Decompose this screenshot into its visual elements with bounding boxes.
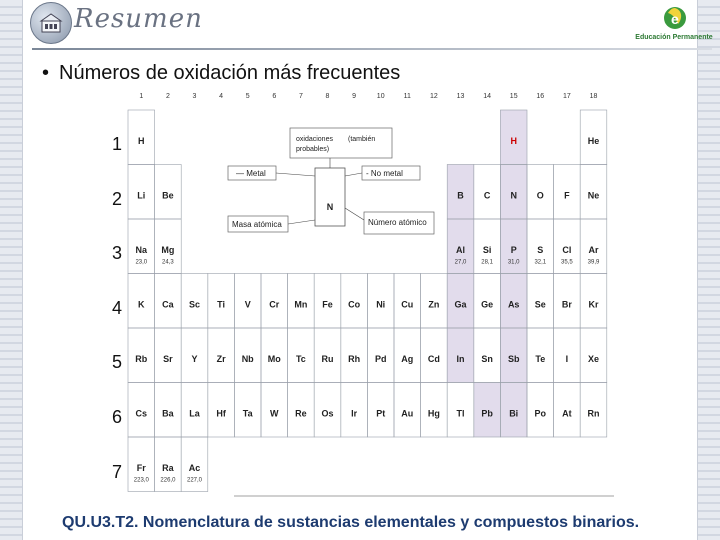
legend-box <box>290 128 392 158</box>
element-symbol: Pb <box>481 408 493 419</box>
element-symbol: Co <box>348 299 361 310</box>
element-symbol: B <box>457 190 464 201</box>
legend-connector <box>276 173 315 176</box>
element-symbol: Si <box>482 244 492 255</box>
element-symbol: Cs <box>135 408 148 419</box>
page-title: Resumen <box>74 4 203 34</box>
left-decorative-bar <box>0 0 23 540</box>
group-number: 17 <box>563 93 571 100</box>
element-symbol: Rh <box>348 353 361 364</box>
element-symbol: Cd <box>427 353 440 364</box>
element-symbol: Ge <box>481 299 494 310</box>
element-symbol: Ra <box>162 462 174 473</box>
legend-metal: — Metal <box>236 169 266 178</box>
element-symbol: S <box>537 244 544 255</box>
period-number: 1 <box>112 134 123 154</box>
period-number: 4 <box>112 298 123 318</box>
element-symbol: Ne <box>587 190 600 201</box>
element-symbol: Ni <box>376 299 386 310</box>
group-number: 15 <box>509 93 518 100</box>
group-number: 16 <box>536 93 545 100</box>
element-symbol: C <box>483 190 491 201</box>
group-number: 18 <box>589 93 598 100</box>
element-symbol: Fe <box>322 299 333 310</box>
svg-text:e: e <box>671 11 679 27</box>
element-symbol: I <box>565 353 569 364</box>
group-number: 9 <box>352 93 357 100</box>
element-mass: 28,1 <box>481 259 493 266</box>
element-symbol: O <box>536 190 544 201</box>
group-number: 13 <box>456 93 465 100</box>
element-mass: 31,0 <box>507 259 520 266</box>
legend-other-2: probables) <box>296 146 330 153</box>
element-symbol: Sn <box>481 353 493 364</box>
element-symbol: Al <box>456 244 465 255</box>
element-symbol: Hg <box>427 408 440 419</box>
element-symbol: Na <box>135 244 148 255</box>
group-number: 1 <box>139 93 144 100</box>
group-number: 14 <box>483 93 491 100</box>
legend-example-symbol: N <box>326 202 334 212</box>
periodic-table <box>100 88 620 500</box>
element-symbol: Os <box>321 408 334 419</box>
element-symbol: Tl <box>456 408 465 419</box>
element-symbol: At <box>562 408 572 419</box>
element-symbol: Ta <box>242 408 253 419</box>
group-number: 2 <box>165 93 170 100</box>
element-symbol: Y <box>191 353 198 364</box>
element-symbol: Bi <box>509 408 519 419</box>
element-symbol: Sr <box>163 353 173 364</box>
element-symbol: Nb <box>241 353 254 364</box>
element-symbol: K <box>138 299 145 310</box>
period-number: 2 <box>112 189 123 209</box>
element-mass: 226,0 <box>160 477 176 484</box>
element-symbol: Hf <box>216 408 226 419</box>
element-symbol: Sb <box>507 353 520 364</box>
element-symbol: Rb <box>135 353 148 364</box>
legend-connector <box>288 220 315 224</box>
element-symbol: Au <box>401 408 414 419</box>
element-symbol: N <box>510 190 517 201</box>
element-symbol: Kr <box>588 299 599 310</box>
element-symbol: Cu <box>401 299 414 310</box>
brand-logo <box>634 4 714 48</box>
element-symbol: Rn <box>587 408 600 419</box>
element-symbol: H <box>510 135 517 146</box>
element-symbol: W <box>270 408 279 419</box>
element-symbol: Pt <box>376 408 386 419</box>
legend-mass: Masa atómica <box>232 220 282 229</box>
element-mass: 35,5 <box>561 259 573 266</box>
element-symbol: Br <box>561 299 572 310</box>
element-symbol: Cl <box>562 244 572 255</box>
element-symbol: Ir <box>351 408 358 419</box>
legend-example-cell <box>315 168 345 226</box>
element-symbol: Fr <box>136 462 146 473</box>
period-number: 3 <box>112 243 123 263</box>
element-symbol: Te <box>535 353 546 364</box>
group-number: 4 <box>219 93 224 100</box>
element-symbol: Cr <box>269 299 280 310</box>
element-symbol: P <box>510 244 517 255</box>
group-number: 5 <box>245 93 250 100</box>
element-mass: 223,0 <box>133 477 149 484</box>
element-symbol: Mo <box>267 353 281 364</box>
element-symbol: Li <box>137 190 146 201</box>
element-mass: 32,1 <box>534 259 547 266</box>
period-number: 5 <box>112 352 123 372</box>
group-number: 10 <box>376 93 385 100</box>
element-symbol: Ti <box>217 299 226 310</box>
element-symbol: Be <box>162 190 174 201</box>
brand-leaf-icon <box>662 4 688 32</box>
element-symbol: He <box>587 135 600 146</box>
element-symbol: Sc <box>188 299 201 310</box>
element-symbol: Se <box>534 299 546 310</box>
footer-caption: QU.U3.T2. Nomenclatura de sustancias elementales y compuestos binarios. <box>62 514 640 531</box>
element-symbol: Zr <box>216 353 226 364</box>
element-symbol: In <box>456 353 465 364</box>
element-symbol: F <box>564 190 570 201</box>
element-symbol: Ar <box>588 244 599 255</box>
legend-nonmetal: - No metal <box>366 169 403 178</box>
legend-connector <box>345 208 364 220</box>
element-symbol: Xe <box>587 353 600 364</box>
bullet-dot: • <box>42 62 50 84</box>
element-symbol: Zn <box>428 299 440 310</box>
home-logo-icon[interactable] <box>30 2 72 44</box>
period-number: 6 <box>112 407 123 427</box>
element-symbol: Ru <box>321 353 334 364</box>
element-symbol: As <box>507 299 520 310</box>
legend-connector <box>345 173 362 176</box>
right-decorative-bar <box>697 0 720 540</box>
group-number: 3 <box>192 93 197 100</box>
legend-atomic-number: Número atómico <box>368 218 427 227</box>
element-symbol: La <box>189 408 200 419</box>
group-number: 11 <box>403 93 411 100</box>
element-symbol: Mn <box>294 299 308 310</box>
element-symbol: Mg <box>161 244 175 255</box>
element-mass: 27,0 <box>454 259 467 266</box>
element-symbol: Ga <box>454 299 467 310</box>
element-symbol: Tc <box>295 353 306 364</box>
legend-oxidations: oxidaciones <box>296 136 333 143</box>
element-symbol: Ba <box>162 408 174 419</box>
group-number: 8 <box>325 93 330 100</box>
element-symbol: H <box>138 135 145 146</box>
legend-other: (también <box>348 136 376 143</box>
element-symbol: V <box>244 299 251 310</box>
group-number: 12 <box>430 93 438 100</box>
element-mass: 23,0 <box>135 259 148 266</box>
element-symbol: Ca <box>162 299 174 310</box>
element-mass: 24,3 <box>162 259 174 266</box>
element-symbol: Re <box>295 408 307 419</box>
element-mass: 227,0 <box>186 477 203 484</box>
element-symbol: Ac <box>188 462 201 473</box>
element-mass: 39,9 <box>587 259 600 266</box>
group-number: 7 <box>298 93 303 100</box>
element-symbol: Ag <box>401 353 414 364</box>
element-symbol: Pd <box>374 353 387 364</box>
bullet-text: Números de oxidación más frecuentes <box>59 62 401 84</box>
bullet-heading <box>42 62 400 85</box>
group-number: 6 <box>272 93 277 100</box>
brand-name: Educación Permanente <box>635 34 713 41</box>
element-symbol: Po <box>534 408 547 419</box>
header-divider <box>32 48 712 50</box>
period-number: 7 <box>112 462 123 482</box>
